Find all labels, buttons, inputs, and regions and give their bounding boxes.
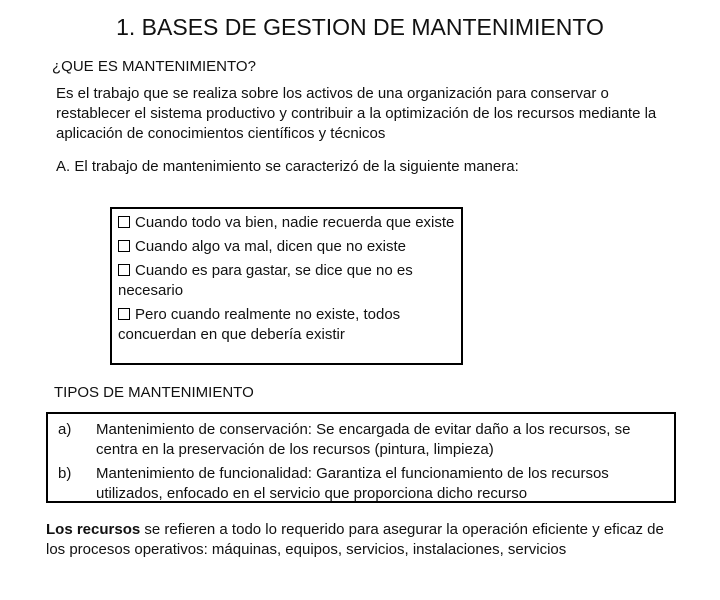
types-box xyxy=(46,412,676,503)
checkbox-bullet-icon xyxy=(118,264,130,276)
page-title: 1. BASES DE GESTION DE MANTENIMIENTO xyxy=(116,14,604,40)
resources-text: se refieren a todo lo requerido para asegurar la operación eficiente y eficaz de los procesos operativos: máquinas, equipos, servicios, instalaciones, servicios xyxy=(46,521,664,558)
checkbox-bullet-icon xyxy=(118,216,130,228)
type-label: a) xyxy=(58,421,72,438)
type-item xyxy=(58,420,664,460)
list-item xyxy=(118,305,455,345)
item-text: Cuando todo va bien, nadie recuerda que existe xyxy=(135,214,455,231)
checkbox-bullet-icon xyxy=(118,240,130,252)
type-text: Mantenimiento de funcionalidad: Garantiza el funcionamiento de los recursos utilizados, enfocado en el servicio que proporciona dicho recurso xyxy=(96,465,609,502)
question-heading: ¿QUE ES MANTENIMIENTO? xyxy=(52,58,256,75)
item-text: Cuando algo va mal, dicen que no existe xyxy=(135,238,407,255)
list-item xyxy=(118,237,455,257)
types-heading: TIPOS DE MANTENIMIENTO xyxy=(54,384,254,401)
item-text: Pero cuando realmente no existe, todos concuerdan en que debería existir xyxy=(118,306,401,343)
list-item xyxy=(118,213,455,233)
type-text: Mantenimiento de conservación: Se encargada de evitar daño a los recursos, se centra en la preservación de los recursos (pintura, limpieza) xyxy=(96,421,631,458)
definition-text: Es el trabajo que se realiza sobre los activos de una organización para conservar o restablecer el sistema productivo y contribuir a la optimización de los recursos mediante la aplicación de conocimientos científicos y técnicos xyxy=(56,85,657,142)
list-item xyxy=(118,261,455,301)
characteristics-box xyxy=(110,207,463,365)
type-label: b) xyxy=(58,465,72,482)
section-a-heading: A. El trabajo de mantenimiento se caracterizó de la siguiente manera: xyxy=(56,158,519,175)
resources-paragraph xyxy=(46,520,666,560)
checkbox-bullet-icon xyxy=(118,308,130,320)
item-text: Cuando es para gastar, se dice que no es necesario xyxy=(118,262,413,299)
resources-bold: Los recursos xyxy=(46,521,141,538)
type-item xyxy=(58,464,664,504)
